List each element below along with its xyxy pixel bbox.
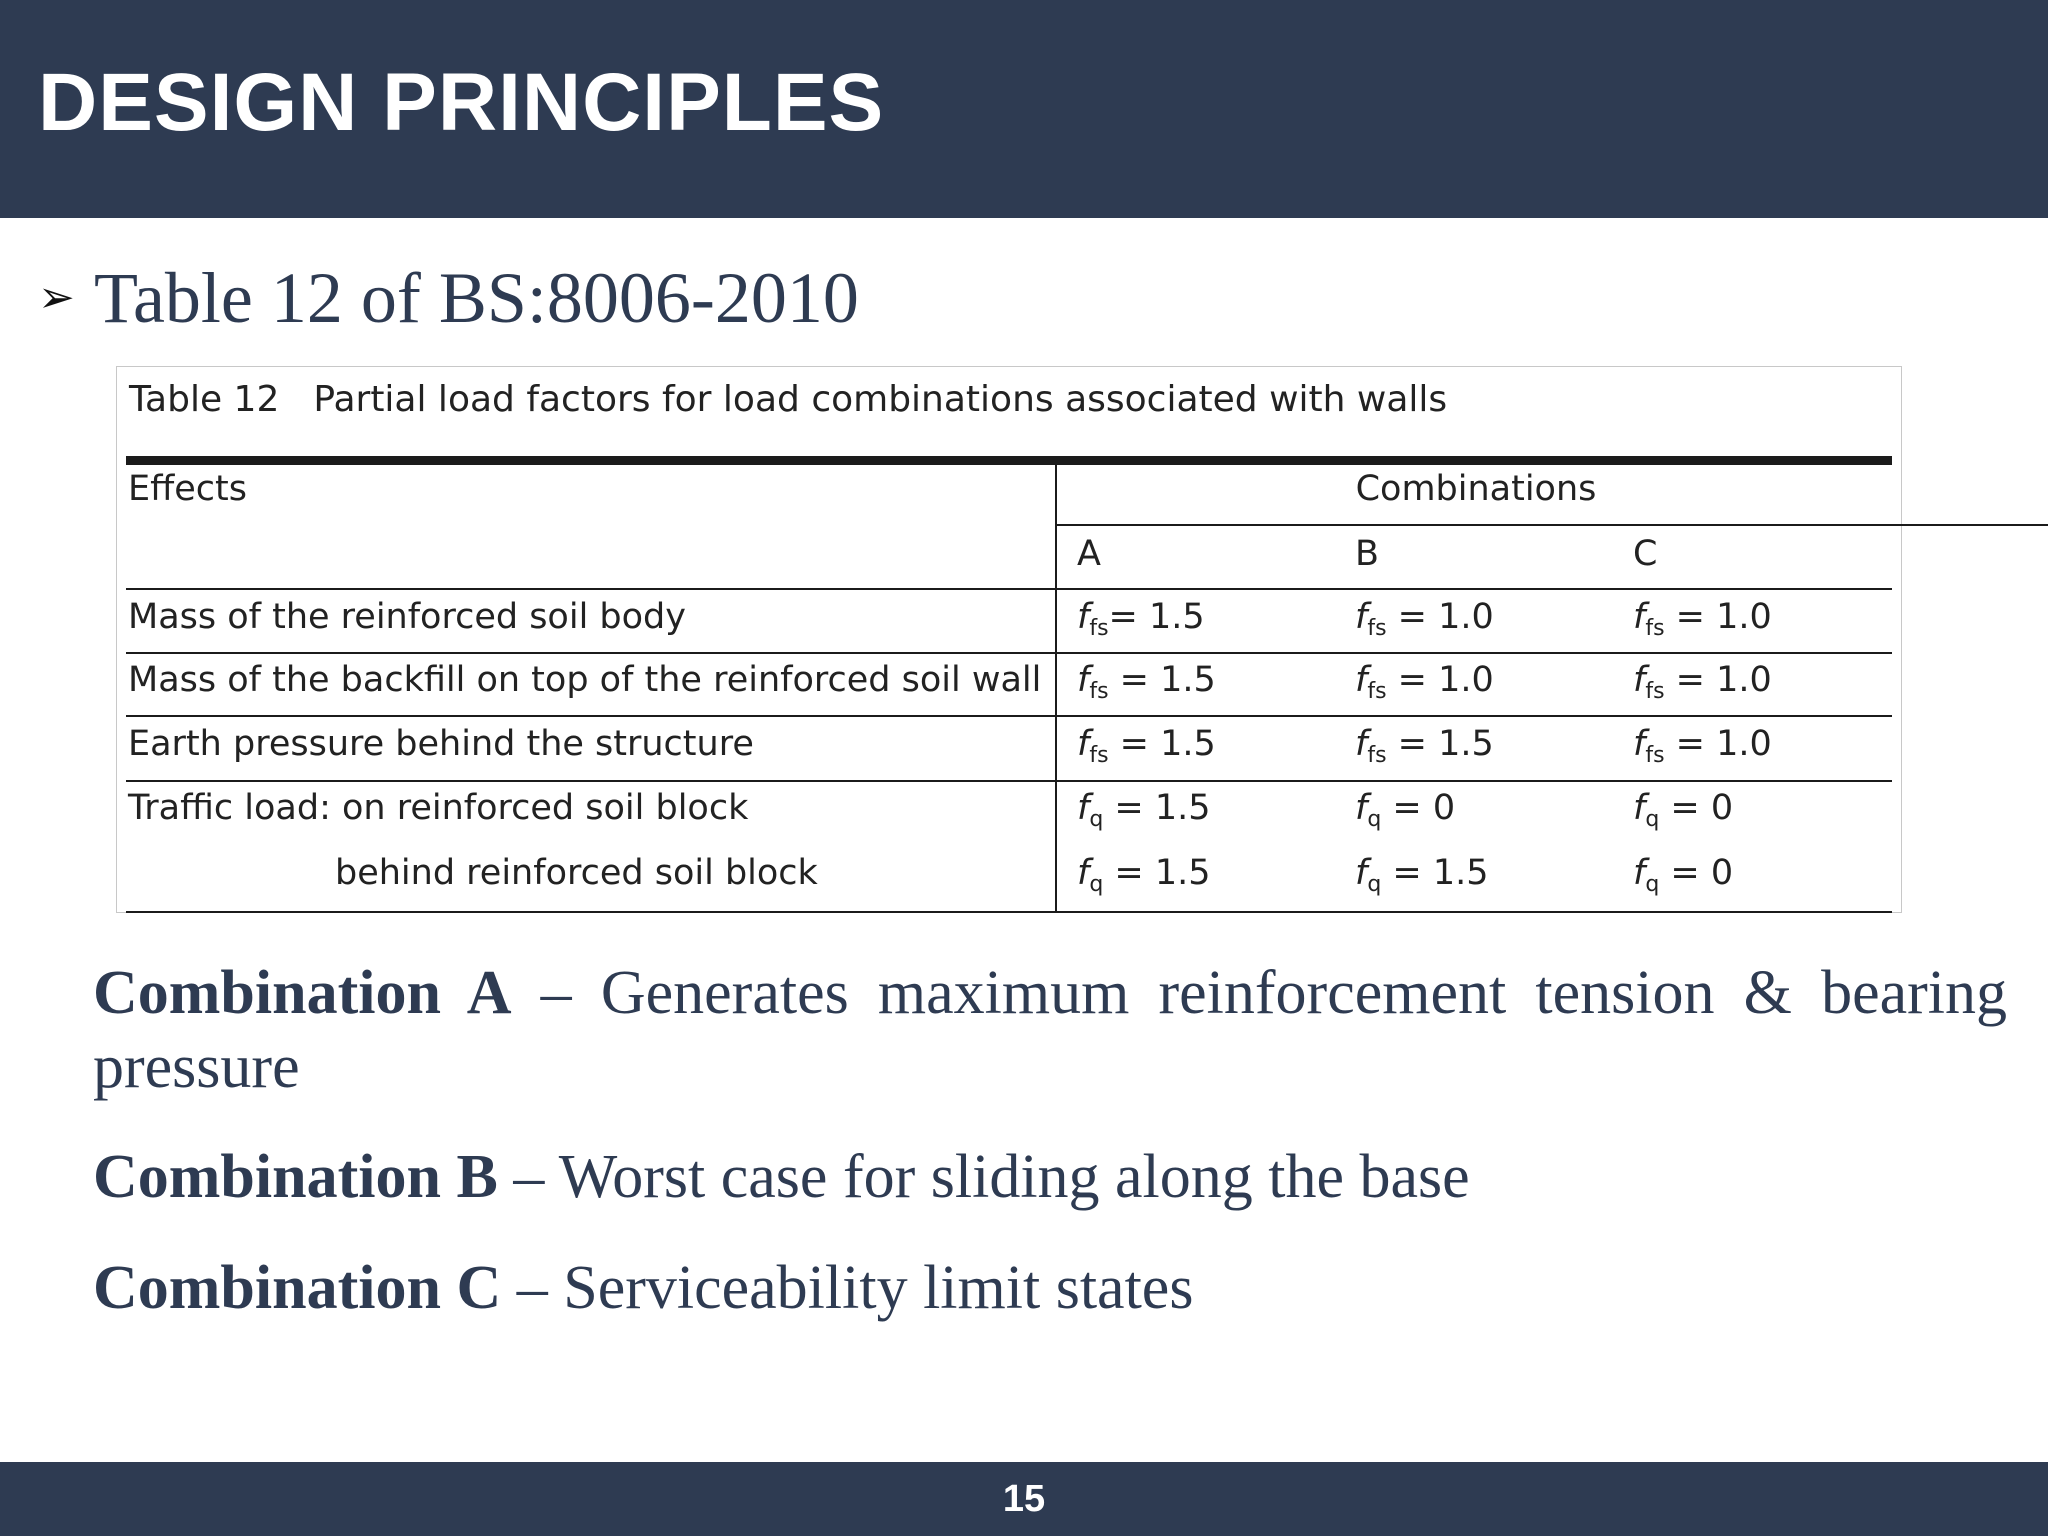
combination-c-label: Combination C [93,1254,502,1322]
row-effect: behind reinforced soil block [335,853,818,893]
table-rule-row-1 [126,652,1892,654]
table-caption-text: Partial load factors for load combinations associated with walls [313,379,1448,420]
factor-cell: $f_{fs} = 1.5$ [1077,724,1216,768]
column-header-c: C [1633,534,1658,574]
factor-cell: $f_{fs} = 1.0$ [1355,597,1494,641]
table-rule-row-2 [126,715,1892,717]
combination-b-label: Combination B [93,1143,498,1211]
combination-c-text: Combination C – Serviceability limit states [93,1254,1194,1322]
table-rule-row-3 [126,780,1892,782]
page-number: 15 [1002,1478,1046,1520]
slide-footer [0,1462,2048,1536]
table-rule-combinations [1055,524,2048,526]
factor-cell: $f_q = 0$ [1633,788,1734,832]
row-effect: Traffic load: on reinforced soil block [128,788,749,828]
combination-a-label: Combination A [93,959,512,1027]
combination-a-text: Combination A – Generates maximum reinforcement tension & bearing pressure [93,959,2007,1102]
header-effects: Effects [128,469,247,509]
table-12-image [116,366,1902,913]
factor-cell: $f_{fs}= 1.5$ [1077,597,1205,641]
arrowhead-bullet-icon: ➢ [38,272,75,323]
factor-cell: $f_{fs} = 1.5$ [1355,724,1494,768]
factor-cell: $f_q = 1.5$ [1077,788,1211,832]
combination-b-text: Combination B – Worst case for sliding along the base [93,1143,1470,1211]
table-column-divider [1055,464,1057,913]
factor-cell: $f_{fs} = 1.0$ [1633,724,1772,768]
table-rule-header [126,588,1892,590]
factor-cell: $f_q = 0$ [1633,853,1734,897]
table-caption-number: Table 12 [129,379,280,420]
bullet-item [38,258,859,338]
factor-cell: $f_{fs} = 1.0$ [1633,597,1772,641]
factor-cell: $f_q = 1.5$ [1355,853,1489,897]
column-header-b: B [1355,534,1380,574]
row-effect: Earth pressure behind the structure [128,724,754,764]
factor-cell: $f_{fs} = 1.0$ [1355,660,1494,704]
table-top-rule [126,456,1892,465]
table-bottom-rule [126,911,1892,913]
row-effect: Mass of the reinforced soil body [128,597,686,637]
factor-cell: $f_{fs} = 1.5$ [1077,660,1216,704]
row-effect: Mass of the backfill on top of the reinforced soil wall [128,660,1042,700]
column-header-a: A [1077,534,1101,574]
slide-header [0,0,2048,218]
factor-cell: $f_q = 1.5$ [1077,853,1211,897]
factor-cell: $f_q = 0$ [1355,788,1456,832]
header-combinations: Combinations [1355,469,1597,509]
bullet-text: Table 12 of BS:8006-2010 [94,258,859,338]
table-caption [129,379,1447,420]
slide-title: DESIGN PRINCIPLES [38,57,885,148]
factor-cell: $f_{fs} = 1.0$ [1633,660,1772,704]
